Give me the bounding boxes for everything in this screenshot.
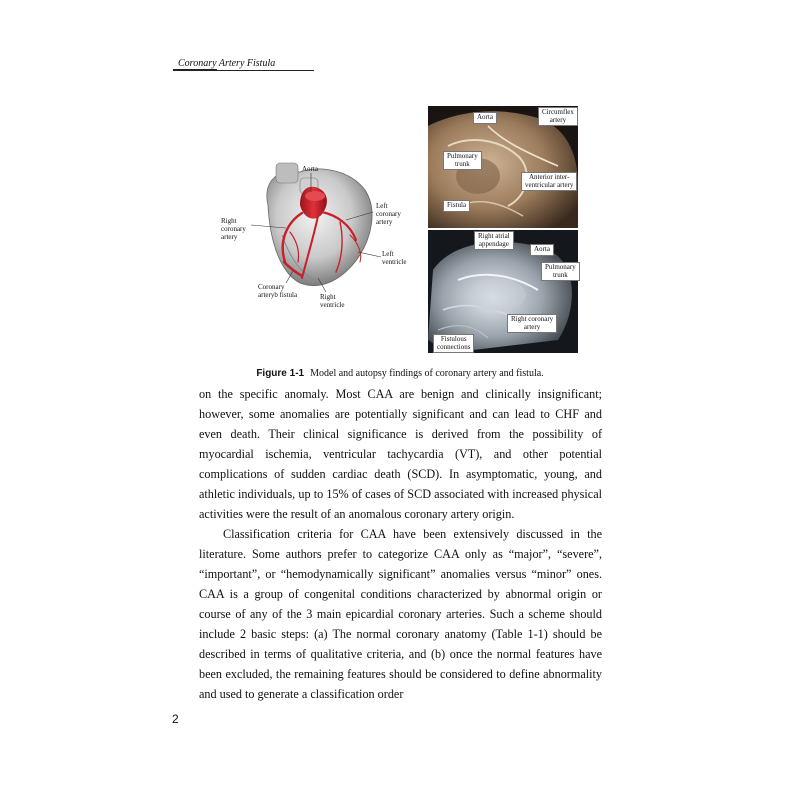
- page-number: 2: [172, 712, 179, 726]
- bottom-photo-label-right-coronary: Right coronary artery: [507, 314, 557, 333]
- paragraph-2: Classification criteria for CAA have been extensively discussed in the literature. Some authors prefer to categorize CAA only as “major”, “severe”, “important”, or “hemodynamically significant” anomalies versus “minor” ones. CAA is a group of congenital conditions characterized by abnormal origin or course of any of the 3 main epicardial coronary arteries. Such a scheme should include 2 basic steps: (a) The normal coronary anatomy (Table 1-1) should be described in terms of qualitative criteria, and (b) once the normal features have been excluded, the remaining features should be considered to define abnormality and used to generate a classification order: [199, 527, 602, 701]
- running-title: Coronary Artery Fistula: [178, 58, 276, 69]
- top-photo-label-anterior: Anterior inter- ventricular artery: [521, 172, 577, 191]
- figure-caption: [0, 368, 800, 379]
- top-photo-label-pulmonary: Pulmonary trunk: [443, 151, 482, 170]
- bottom-photo-label-aorta: Aorta: [530, 244, 554, 256]
- figure-caption-label: Figure 1-1: [256, 368, 305, 379]
- figure-caption-text: Model and autopsy findings of coronary artery and fistula.: [310, 368, 544, 379]
- model-label-coronary-fistula: Coronary arteryb fistula: [258, 283, 298, 299]
- top-photo-label-fistula: Fistula: [443, 200, 470, 212]
- paragraph-1: on the specific anomaly. Most CAA are benign and clinically insignificant; however, some anomalies are potentially significant and can lead to CHF and even death. Their clinical significance is derived from the possibility of myocardial ischemia, ventricular tachycardia (VT), and other potential complications of sudden cardiac death (SCD). In asymptomatic, young, and athletic individuals, up to 15% of cases of SCD associated with increased physical activities were the result of an anomalous coronary artery origin.: [199, 387, 602, 521]
- bottom-photo-label-right-atrial: Right atrial appendage: [474, 231, 514, 250]
- top-photo-label-aorta: Aorta: [473, 112, 497, 124]
- model-label-aorta: Aorta: [302, 165, 318, 173]
- model-label-right-ventricle: Right ventricle: [320, 293, 345, 309]
- model-label-left-coronary: Left coronary artery: [376, 202, 401, 226]
- bottom-photo-label-fistulous: Fistulous connections: [433, 334, 474, 353]
- model-label-left-ventricle: Left ventricle: [382, 250, 407, 266]
- model-label-right-coronary: Right coronary artery: [221, 217, 246, 241]
- body-text: [199, 384, 602, 704]
- heart-body: [267, 163, 372, 286]
- bottom-photo-label-pulmonary: Pulmonary trunk: [541, 262, 580, 281]
- top-photo-label-circumflex: Circumflex artery: [538, 107, 578, 126]
